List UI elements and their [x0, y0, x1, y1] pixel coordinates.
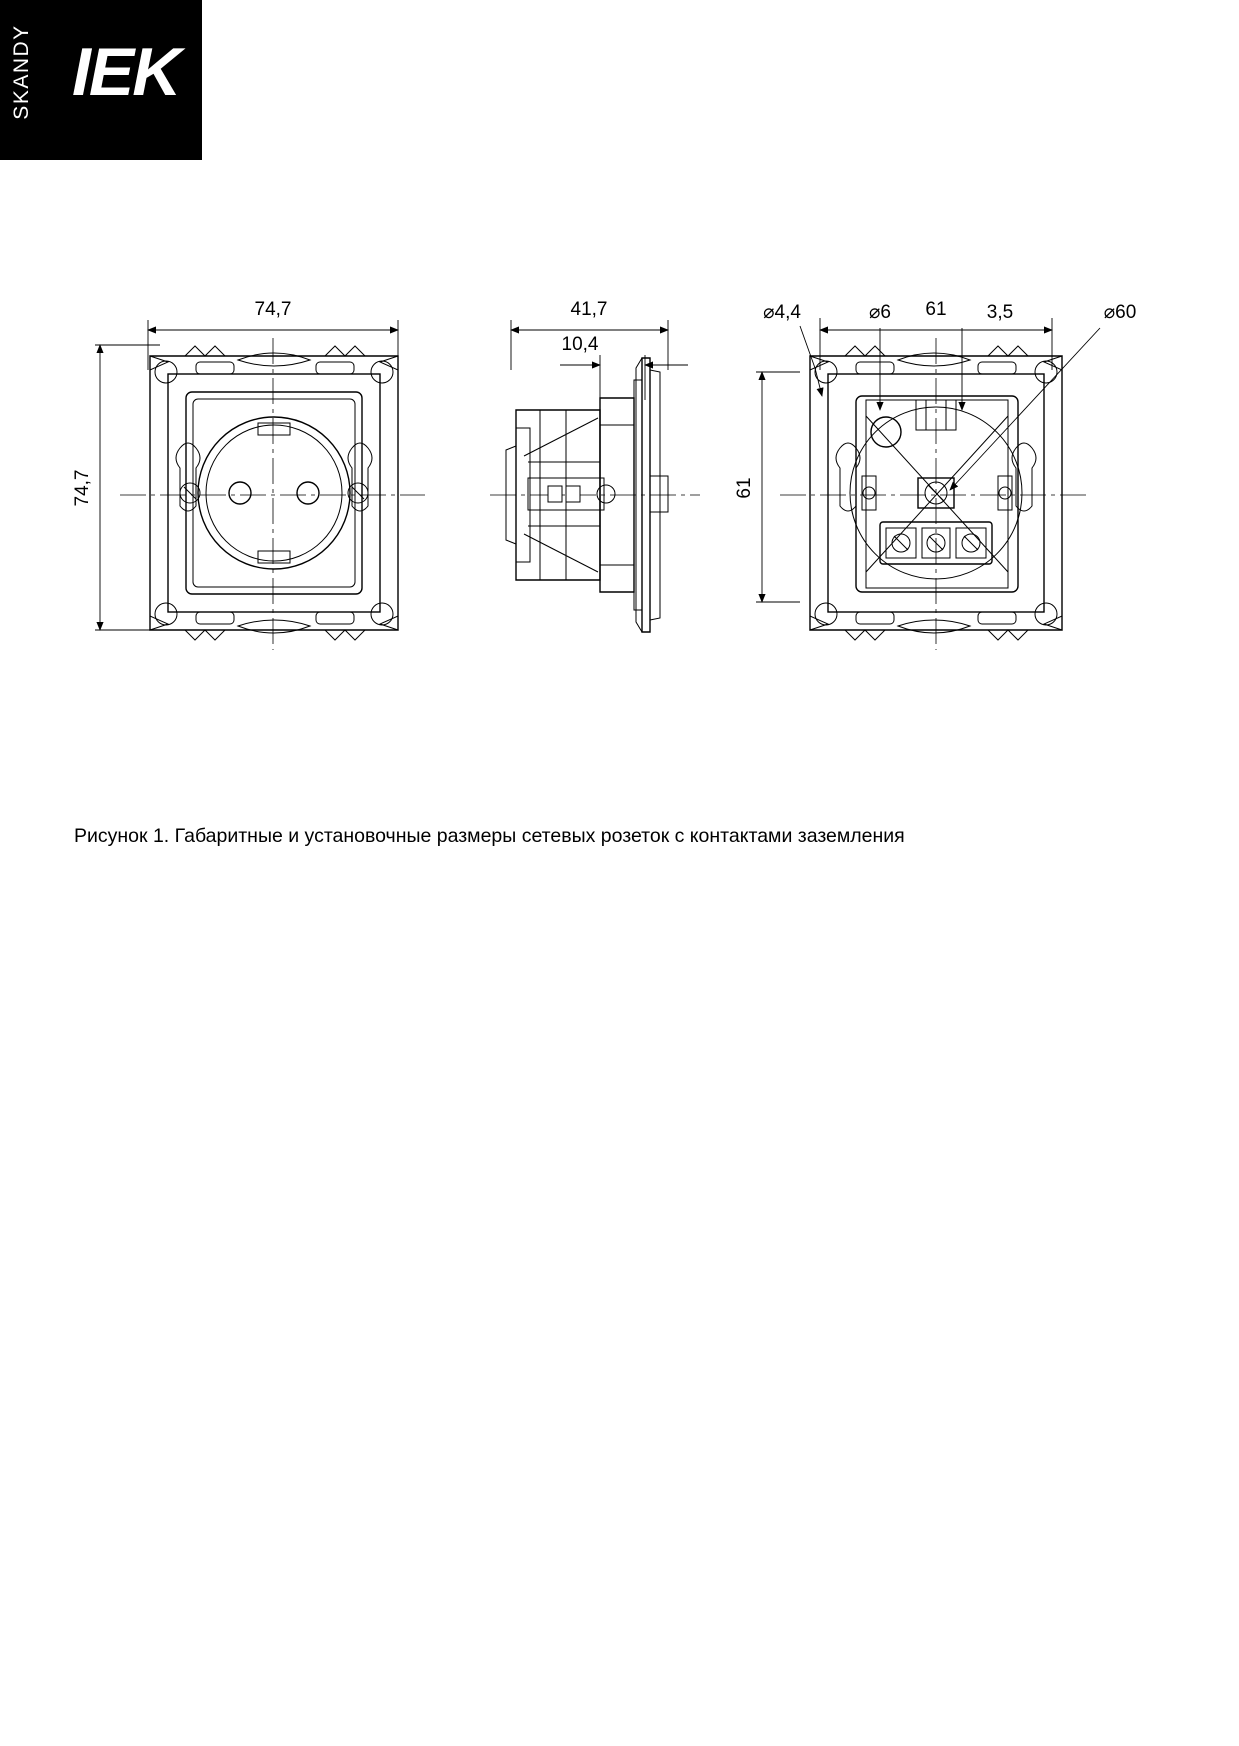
back-view-group [734, 299, 1136, 650]
back-slot-label: 3,5 [986, 302, 1014, 323]
back-box-label: ⌀60 [1103, 302, 1137, 323]
side-flange-label: 10,4 [561, 334, 599, 355]
back-height-label: 61 [734, 477, 755, 499]
brand-header [0, 0, 202, 160]
technical-drawing-figure [0, 250, 1239, 670]
back-hole44-label: ⌀4,4 [763, 302, 801, 323]
front-width-label: 74,7 [254, 299, 292, 320]
back-hole6-label: ⌀6 [868, 302, 892, 323]
side-view-group [490, 299, 700, 632]
back-width-label: 61 [925, 299, 947, 320]
front-view-group [72, 299, 425, 650]
figure-caption: Рисунок 1. Габаритные и установочные размеры сетевых розеток с контактами заземления [74, 825, 905, 847]
product-series-label: SKANDY [10, 24, 33, 120]
front-height-label: 74,7 [72, 469, 93, 507]
iek-logo: IEK [72, 34, 180, 110]
side-depth-label: 41,7 [570, 299, 608, 320]
